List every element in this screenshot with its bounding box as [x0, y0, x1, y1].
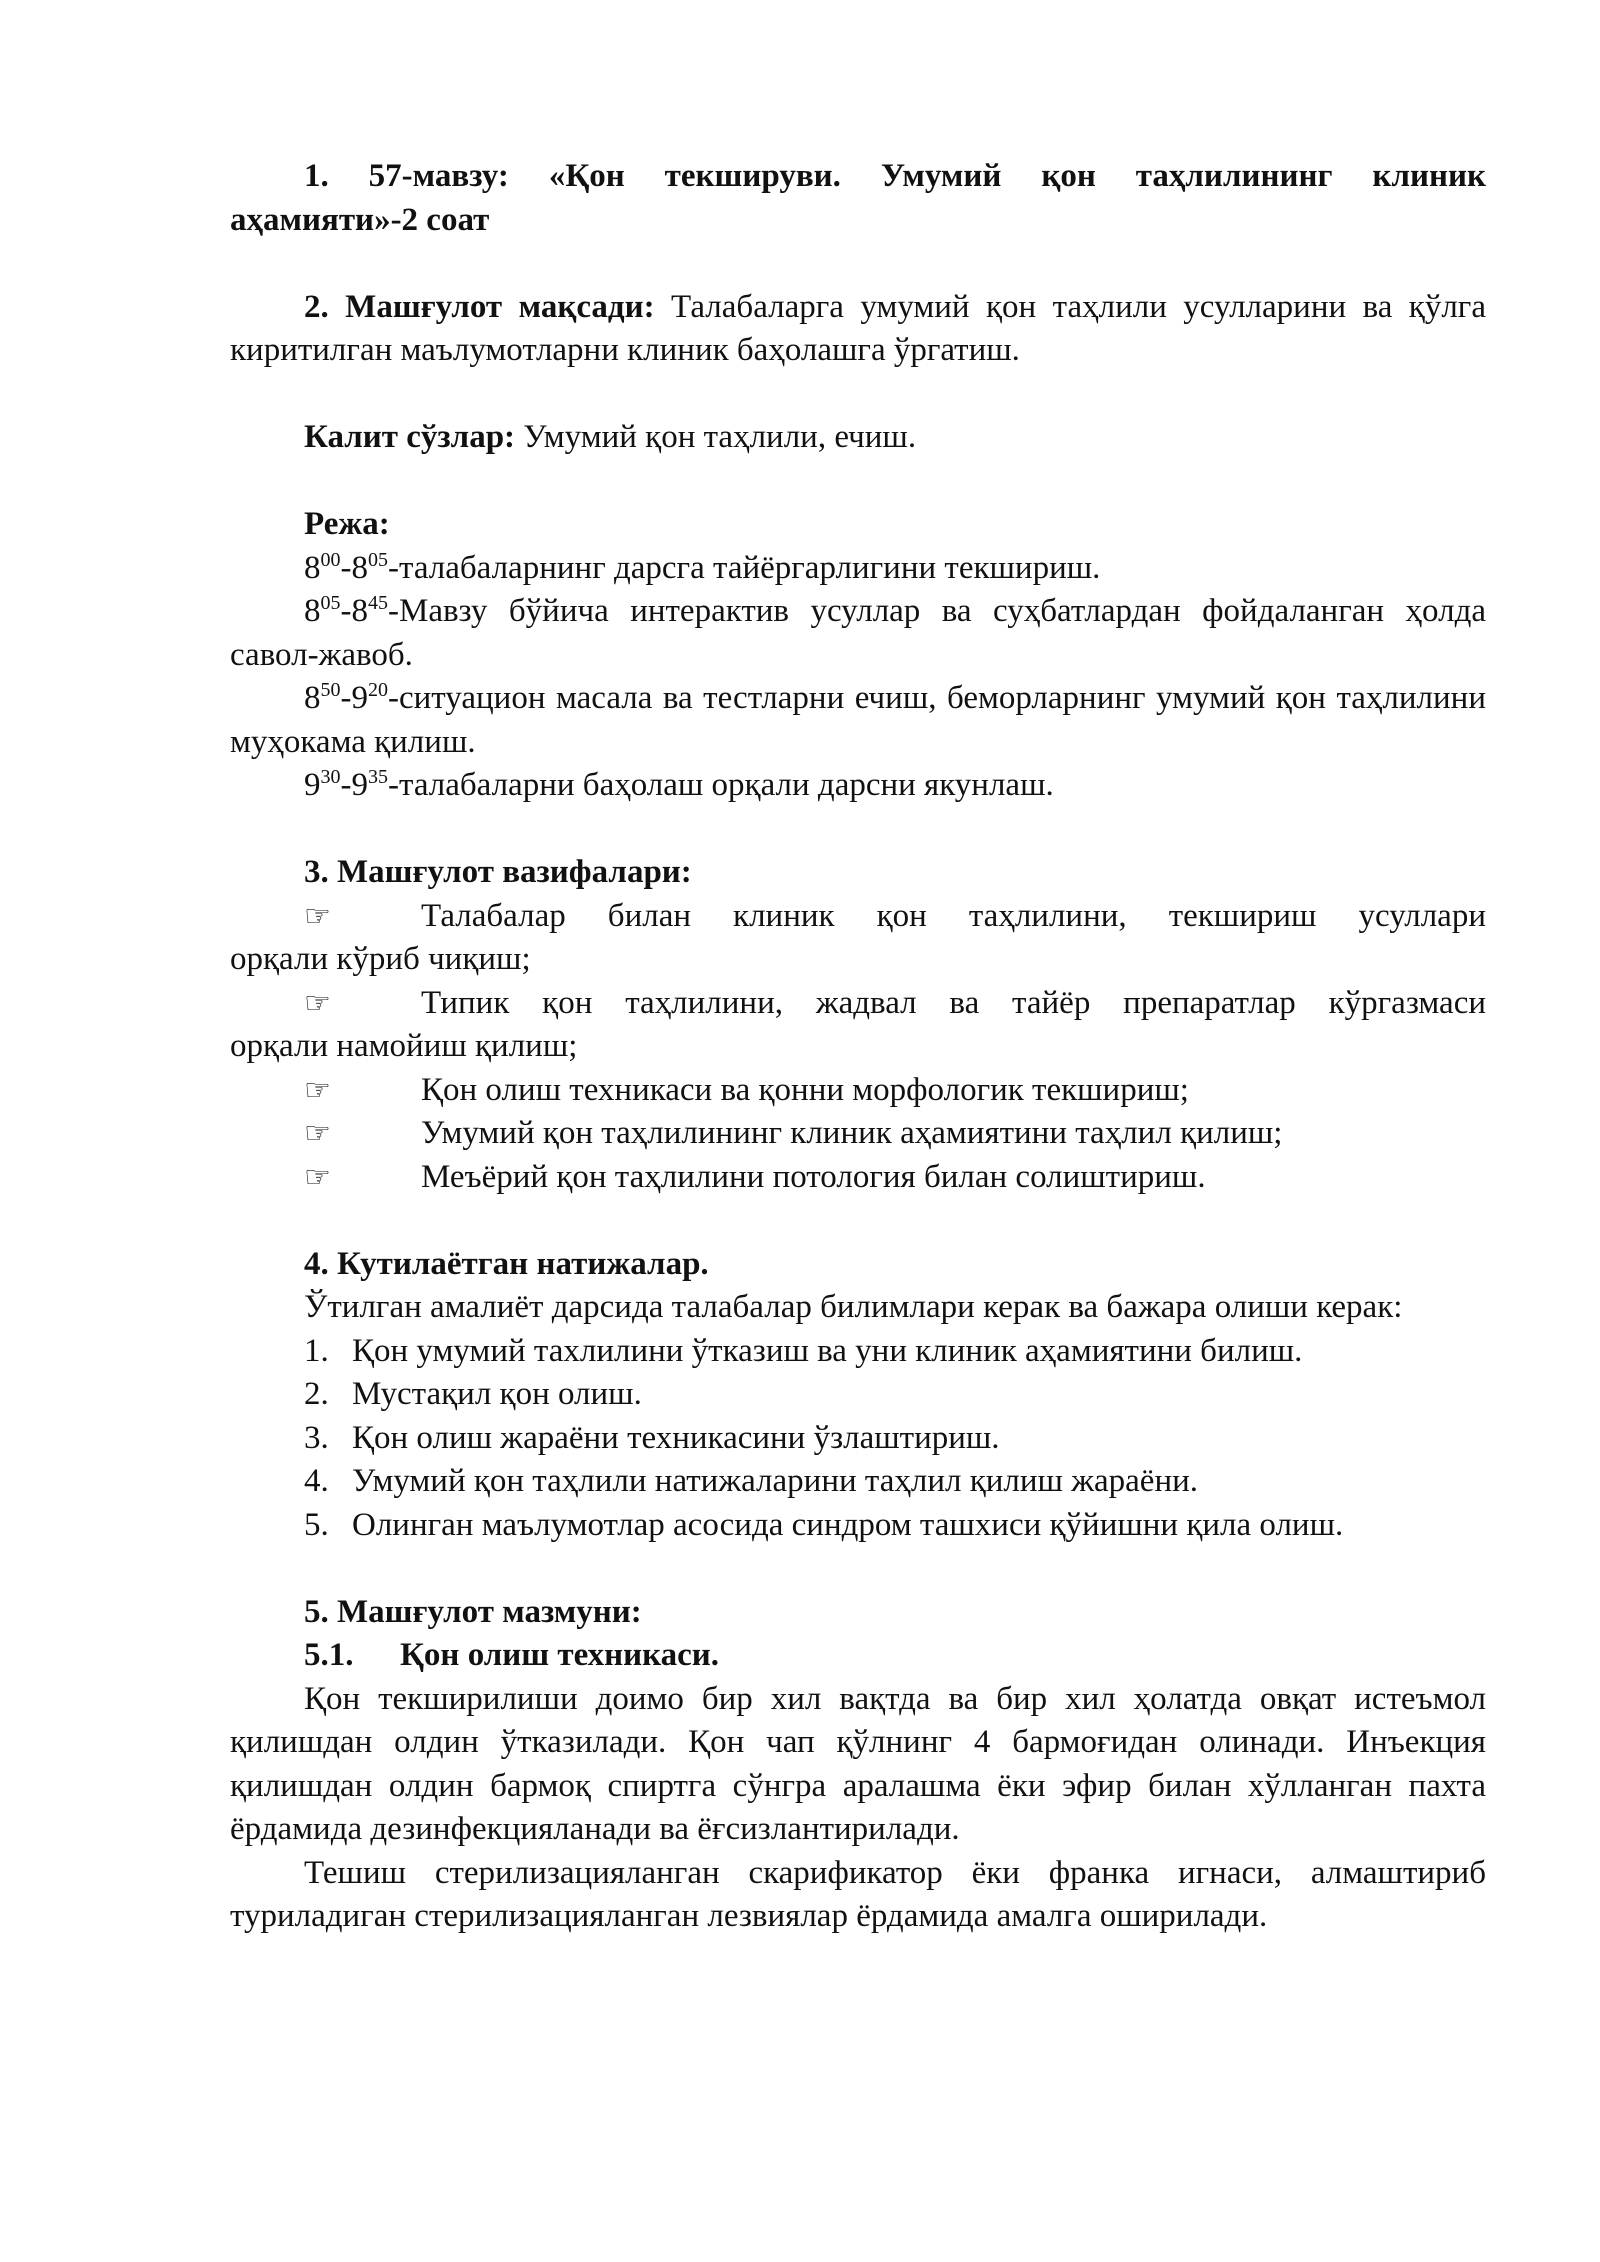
task-item: ☞ Типик қон таҳлилини, жадвал ва тайёр препаратлар кўргазмаси орқали намойиш қилиш; [230, 982, 1486, 1069]
pointing-hand-icon: ☞ [304, 1159, 331, 1195]
pointing-hand-icon: ☞ [304, 1116, 331, 1151]
topic-label: 1. 57-мавзу: [304, 158, 509, 194]
document-page [230, 155, 1486, 1939]
body-paragraph: Тешиш стерилизацияланган скарификатор ёки франка игнаси, алмаштириб туриладиган стерилизацияланган лезвиялар ёрдамида амалга оширилади. [230, 1854, 1486, 1934]
plan-item: $8^{00}-8^{05}$-талабаларнинг дарсга тайёргарлигини текшириш. [304, 548, 1101, 586]
subsection-heading: 5.1. Қон олиш техникаси. [304, 1637, 720, 1673]
topic-title-line1: «Қон текшируви. Умумий қон таҳлилининг клиник [548, 158, 1487, 194]
tasks-heading: 3. Машғулот вазифалари: [304, 854, 692, 890]
keywords [230, 416, 1486, 460]
plan-item: $8^{05}-8^{45}$-Мавзу бўйича интерактив усуллар ва суҳбатлардан фойдаланган ҳолда савол-жавоб. [230, 592, 1486, 673]
topic-title-continuation: аҳамияти»-2 соат [230, 201, 490, 238]
task-item: ☞ Меъёрий қон таҳлилини потология билан солиштириш. [230, 1156, 1486, 1200]
task-item: ☞ Қон олиш техникаси ва қонни морфологик текшириш; [230, 1069, 1486, 1113]
body-paragraph: Қон текширилиши доимо бир хил вақтда ва бир хил ҳолатда овқат истеъмол қилишдан олдин ўтказилади. Қон чап қўлнинг 4 бармоғидан олинади. Инъекция қилишдан олдин бармоқ спиртга сўнгра аралашма ёки эфир билан хўлланган пахта ёрдамида дезинфекцияланади ва ёғсизлантирилади. [230, 1680, 1486, 1847]
plan-item: $9^{30}-9^{35}$-талабаларни баҳолаш орқали дарсни якунлаш. [304, 766, 1054, 803]
lesson-goal-label: 2. Машғулот мақсади: [304, 288, 655, 325]
list-item: 1. Қон умумий тахлилини ўтказиш ва уни клиник аҳамиятини билиш. [304, 1332, 1303, 1369]
topic-title [230, 155, 1486, 199]
list-item: 5. Олинган маълумотлар асосида синдром ташхиси қўйишни қила олиш. [304, 1506, 1344, 1543]
plan-heading: Режа: [304, 506, 390, 542]
content-heading: 5. Машғулот мазмуни: [304, 1593, 642, 1630]
pointing-hand-icon: ☞ [304, 985, 331, 1021]
keywords-label: Калит сўзлар: [304, 419, 516, 455]
lesson-goal-text: Талабаларга умумий қон таҳлили усулларини ва қўлга киритилган маълумотларни клиник баҳолашга ўргатиш. [230, 288, 1486, 368]
results-intro: Ўтилган амалиёт дарсида талабалар билимлари керак ва бажара олиши керак: [304, 1289, 1403, 1325]
plan-item: $8^{50}-9^{20}$-ситуацион масала ва тестларни ечиш, беморларнинг умумий қон таҳлилини муҳокама қилиш. [230, 679, 1486, 760]
task-item: ☞ Умумий қон таҳлилининг клиник аҳамиятини таҳлил қилиш; [230, 1112, 1486, 1156]
list-item: 3. Қон олиш жараёни техникасини ўзлаштириш. [304, 1419, 1000, 1456]
keywords-text: Умумий қон таҳлили, ечиш. [515, 419, 917, 455]
task-item: ☞ Талабалар билан клиник қон таҳлилини, текшириш усуллари орқали кўриб чиқиш; [230, 895, 1486, 982]
lesson-goal [230, 286, 1486, 373]
list-item: 4. Умумий қон таҳлили натижаларини таҳлил қилиш жараёни. [304, 1463, 1199, 1499]
results-heading: 4. Кутилаётган натижалар. [304, 1245, 709, 1282]
pointing-hand-icon: ☞ [304, 898, 331, 934]
list-item: 2. Мустақил қон олиш. [304, 1376, 642, 1412]
pointing-hand-icon: ☞ [304, 1072, 331, 1108]
